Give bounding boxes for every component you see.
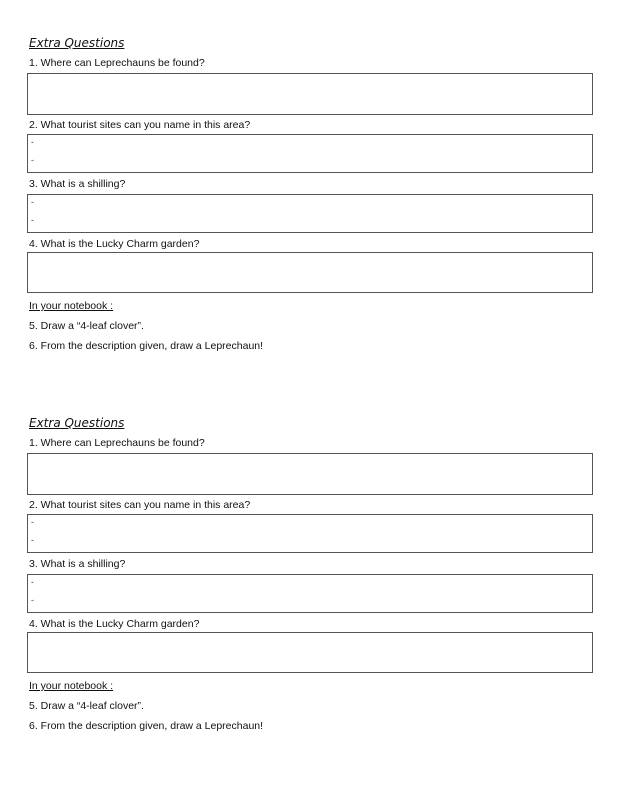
question-2: 2. What tourist sites can you name in this area? [29, 119, 251, 131]
bullet-dash: - [31, 137, 34, 147]
bullet-dash: - [31, 577, 34, 587]
bullet-dash: - [31, 197, 34, 207]
question-5: 5. Draw a “4-leaf clover”. [29, 700, 144, 712]
notebook-heading: In your notebook : [29, 300, 114, 312]
question-3: 3. What is a shilling? [29, 558, 126, 570]
question-6: 6. From the description given, draw a Leprechaun! [29, 720, 264, 732]
answer-box-2[interactable] [27, 514, 593, 553]
notebook-heading: In your notebook : [29, 680, 114, 692]
answer-box-3[interactable] [27, 574, 593, 613]
bullet-dash: - [31, 535, 34, 545]
bullet-dash: - [31, 517, 34, 527]
question-3: 3. What is a shilling? [29, 178, 126, 190]
answer-box-1[interactable] [27, 73, 593, 115]
answer-box-1[interactable] [27, 453, 593, 495]
question-4: 4. What is the Lucky Charm garden? [29, 618, 200, 630]
section-title: Extra Questions [29, 416, 125, 430]
question-5: 5. Draw a “4-leaf clover”. [29, 320, 144, 332]
question-1: 1. Where can Leprechauns be found? [29, 57, 205, 69]
question-4: 4. What is the Lucky Charm garden? [29, 238, 200, 250]
bullet-dash: - [31, 155, 34, 165]
bullet-dash: - [31, 595, 34, 605]
answer-box-4[interactable] [27, 252, 593, 293]
extra-questions-section-2 [0, 380, 618, 760]
bullet-dash: - [31, 215, 34, 225]
section-title: Extra Questions [29, 36, 125, 50]
question-1: 1. Where can Leprechauns be found? [29, 437, 205, 449]
question-6: 6. From the description given, draw a Leprechaun! [29, 340, 264, 352]
answer-box-4[interactable] [27, 632, 593, 673]
answer-box-2[interactable] [27, 134, 593, 173]
question-2: 2. What tourist sites can you name in this area? [29, 499, 251, 511]
answer-box-3[interactable] [27, 194, 593, 233]
extra-questions-section-1 [0, 0, 618, 380]
